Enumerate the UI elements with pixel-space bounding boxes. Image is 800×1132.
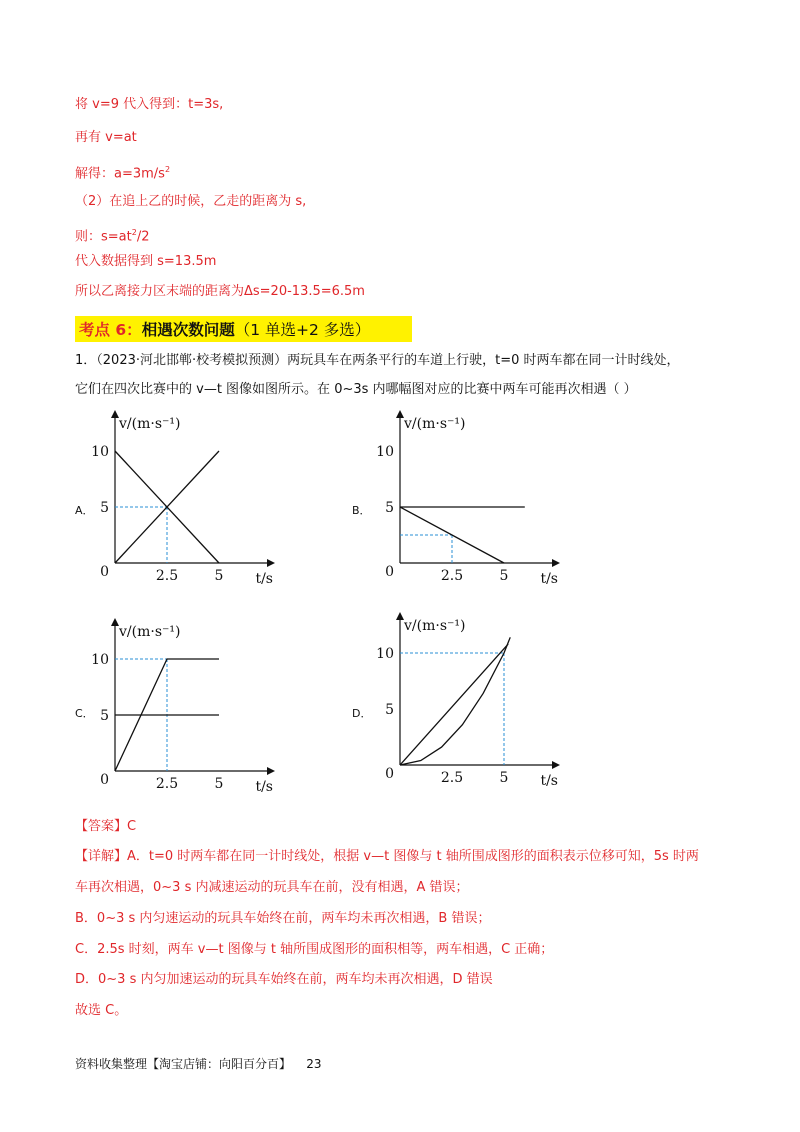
answer-value: C	[127, 819, 137, 834]
graph-a	[85, 410, 285, 590]
origin-label: 0	[100, 564, 109, 580]
graph-c	[85, 618, 285, 798]
tick-label-v-5: 5	[100, 500, 109, 516]
tick-label-v-10: 10	[91, 652, 109, 668]
solution-line-1: 将 v=9 代入得到：t=3s,	[75, 97, 224, 112]
question-line-1: 1．（2023·河北邯郸·校考模拟预测）两玩具车在两条平行的车道上行驶，t=0 时两车都在同一计时线处，	[75, 353, 680, 368]
tick-label-t-2-5: 2.5	[155, 776, 179, 792]
option-b-label: B．	[352, 504, 371, 517]
solution-line-5-tail: /2	[136, 229, 150, 245]
topic-heading	[79, 318, 370, 340]
answer-line	[75, 818, 136, 836]
tick-label-v-5: 5	[385, 702, 394, 718]
origin-label: 0	[385, 564, 394, 580]
solution-line-2: 再有 v=at	[75, 130, 137, 145]
t-axis-arrow	[552, 559, 560, 567]
origin-label: 0	[385, 766, 394, 782]
series-line-1	[400, 644, 508, 765]
tick-label-v-10: 10	[91, 444, 109, 460]
answer-label: 【答案】	[75, 819, 128, 834]
option-a-label: A．	[75, 504, 94, 517]
v-axis-arrow	[396, 410, 404, 418]
x-axis-label: t/s	[540, 773, 558, 789]
tick-label-t-5: 5	[214, 776, 224, 792]
analysis-line-5: D．0~3 s 内匀加速运动的玩具车始终在前，两车均未再次相遇，D 错误	[75, 972, 493, 987]
topic-title: 相遇次数问题	[141, 321, 235, 339]
tick-label-v-10: 10	[376, 444, 394, 460]
tick-label-t-2-5: 2.5	[440, 568, 464, 584]
x-axis-label: t/s	[540, 571, 558, 587]
t-axis-arrow	[267, 559, 275, 567]
solution-line-5-text: 则：s=at	[75, 229, 132, 245]
tick-label-v-5: 5	[385, 500, 394, 516]
topic-prefix: 考点 6：	[79, 321, 142, 339]
x-axis-label: t/s	[255, 779, 273, 795]
v-axis-arrow	[111, 618, 119, 626]
page-footer	[75, 1055, 322, 1072]
graph-d	[370, 612, 570, 792]
y-axis-label: v/(m·s⁻¹)	[404, 618, 466, 634]
analysis-line-6: 故选 C。	[75, 1003, 128, 1018]
t-axis-arrow	[552, 761, 560, 769]
origin-label: 0	[100, 772, 109, 788]
tick-label-v-10: 10	[376, 646, 394, 662]
v-axis-arrow	[396, 612, 404, 620]
y-axis-label: v/(m·s⁻¹)	[119, 624, 181, 640]
solution-line-3	[75, 161, 170, 183]
question-line-2: 它们在四次比赛中的 v—t 图像如图所示。在 0~3s 内哪幅图对应的比赛中两车可能再次相遇（ ）	[75, 382, 637, 397]
v-axis-arrow	[111, 410, 119, 418]
solution-line-3-text: 解得：a=3m/s	[75, 166, 165, 182]
solution-line-7: 所以乙离接力区末端的距离为Δs=20-13.5=6.5m	[75, 284, 365, 299]
footer-text: 资料收集整理【淘宝店铺：向阳百分百】	[75, 1057, 292, 1071]
analysis-line-1: 【详解】A．t=0 时两车都在同一计时线处，根据 v—t 图像与 t 轴所围成图形的面积表示位移可知，5s 时两	[75, 849, 699, 864]
solution-line-4: （2）在追上乙的时候，乙走的距离为 s,	[75, 194, 307, 209]
solution-line-5	[75, 224, 149, 246]
option-c-label: C．	[75, 707, 94, 720]
graph-b	[370, 410, 570, 590]
analysis-line-3: B．0~3 s 内匀速运动的玩具车始终在前，两车均未再次相遇，B 错误；	[75, 911, 491, 926]
y-axis-label: v/(m·s⁻¹)	[404, 416, 466, 432]
tick-label-t-2-5: 2.5	[155, 568, 179, 584]
tick-label-t-5: 5	[499, 568, 509, 584]
y-axis-label: v/(m·s⁻¹)	[119, 416, 181, 432]
superscript: 2	[164, 165, 171, 174]
topic-extra: （1 单选+2 多选）	[234, 321, 371, 339]
analysis-line-4: C．2.5s 时刻，两车 v—t 图像与 t 轴所围成图形的面积相等，两车相遇，C 正确；	[75, 942, 554, 957]
tick-label-t-5: 5	[214, 568, 224, 584]
page-number: 23	[306, 1057, 322, 1071]
option-d-label: D．	[352, 707, 372, 720]
tick-label-v-5: 5	[100, 708, 109, 724]
tick-label-t-5: 5	[499, 770, 509, 786]
solution-line-6: 代入数据得到 s=13.5m	[75, 254, 217, 269]
topic-header	[75, 316, 412, 342]
tick-label-t-2-5: 2.5	[440, 770, 464, 786]
analysis-line-2: 车再次相遇，0~3 s 内减速运动的玩具车在前，没有相遇，A 错误；	[75, 880, 469, 895]
x-axis-label: t/s	[255, 571, 273, 587]
t-axis-arrow	[267, 767, 275, 775]
superscript: 2	[131, 228, 137, 237]
